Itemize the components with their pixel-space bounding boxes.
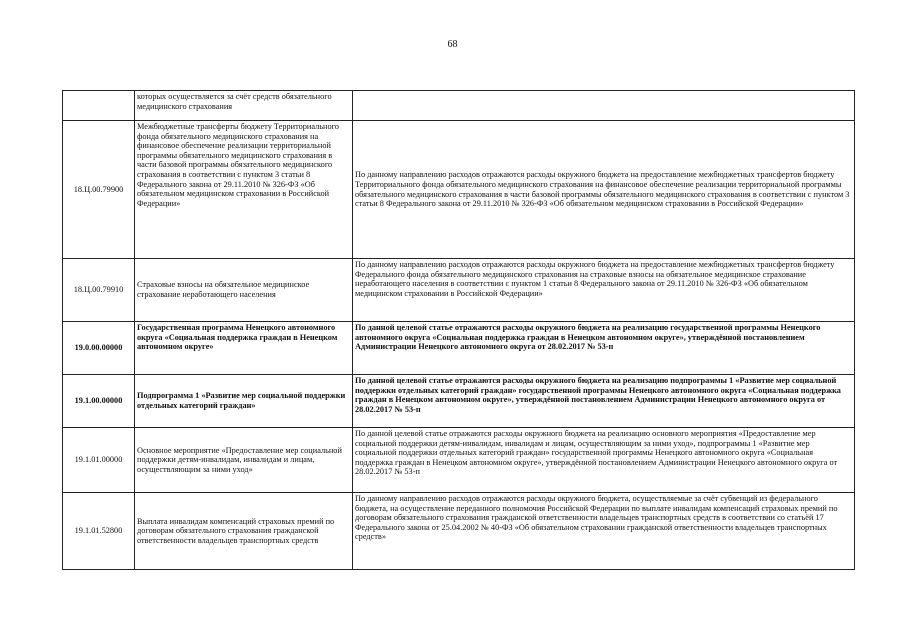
- table-row: [63, 428, 855, 493]
- budget-classification-table: [62, 90, 855, 570]
- target-article-description: [353, 91, 855, 121]
- table-row: [63, 375, 855, 428]
- target-article-name: Выплата инвалидам компенсаций страховых премий по договорам обязательного страхования гражданской ответственности владельцев транспортных средств: [135, 493, 353, 570]
- target-article-code: 19.0.00.00000: [63, 322, 135, 375]
- page-number: 68: [447, 39, 458, 50]
- table-row: [63, 493, 855, 570]
- target-article-name: Государственная программа Ненецкого автономного округа «Социальная поддержка граждан в Ненецком автономном округе»: [135, 322, 353, 375]
- target-article-description: По данному направлению расходов отражаются расходы окружного бюджета на предоставление межбюджетных трансфертов бюджету Федерального фонда обязательного медицинского страхования на страховые взносы на обязательное медицинское страхование неработающего населения в соответствии с пунктом 1 статьи 8 Федерального закона от 29.11.2010 № 326-ФЗ «Об обязательном медицинском страховании в Российской Федерации»: [353, 259, 855, 322]
- target-article-code: 19.1.01.52800: [63, 493, 135, 570]
- target-article-code: 19.1.00.00000: [63, 375, 135, 428]
- table-row: [63, 259, 855, 322]
- target-article-name: которых осуществляется за счёт средств обязательного медицинского страхования: [135, 91, 353, 121]
- target-article-description: По данной целевой статье отражаются расходы окружного бюджета на реализацию подпрограммы 1 «Развитие мер социальной поддержки отдельных категорий граждан» государственной программы Ненецкого автономного округа «Социальная поддержка граждан в Ненецком автономном округе», утверждённой постановлением Администрации Ненецкого автономного округа от 28.02.2017 № 53-п: [353, 375, 855, 428]
- target-article-description: По данному направлению расходов отражаются расходы окружного бюджета, осуществляемые за счёт субвенций из федерального бюджета, на осуществление переданного полномочия Российской Федерации по выплате инвалидам компенсаций страховых премий по договорам обязательного страхования гражданской ответственности владельцев транспортных средств в соответствии со статьёй 17 Федерального закона от 25.04.2002 № 40-ФЗ «Об обязательном страховании гражданской ответственности владельцев транспортных средств»: [353, 493, 855, 570]
- table-row: [63, 121, 855, 259]
- target-article-description: По данной целевой статье отражаются расходы окружного бюджета на реализацию государственной программы Ненецкого автономного округа «Социальная поддержка граждан в Ненецком автономном округе», утверждённой постановлением Администрации Ненецкого автономного округа от 28.02.2017 № 53-п: [353, 322, 855, 375]
- table-row: [63, 322, 855, 375]
- target-article-name: Основное мероприятие «Предоставление мер социальной поддержки детям-инвалидам, инвалидам и лицам, осуществляющим за ними уход»: [135, 428, 353, 493]
- target-article-name: Страховые взносы на обязательное медицинское страхование неработающего населения: [135, 259, 353, 322]
- target-article-description: По данной целевой статье отражаются расходы окружного бюджета на реализацию основного мероприятия «Предоставление мер социальной поддержки детям-инвалидам, инвалидам и лицам, осуществляющим за ними уход», подпрограммы 1 «Развитие мер социальной поддержки отдельных категорий граждан» государственной программы Ненецкого автономного округа «Социальная поддержка граждан в Ненецком автономном округе», утверждённой постановлением Администрации Ненецкого автономного округа от 28.02.2017 № 53-п: [353, 428, 855, 493]
- target-article-code: 18.Ц.00.79910: [63, 259, 135, 322]
- target-article-code: 18.Ц.00.79900: [63, 121, 135, 259]
- target-article-name: Межбюджетные трансферты бюджету Территориального фонда обязательного медицинского страхования на финансовое обеспечение реализации территориальной программы обязательного медицинского страхования в части базовой программы обязательного медицинского страхования в соответствии с пунктом 3 статьи 8 Федерального закона от 29.11.2010 № 326-ФЗ «Об обязательном медицинском страховании в Российской Федерации»: [135, 121, 353, 259]
- target-article-code: [63, 91, 135, 121]
- target-article-name: Подпрограмма 1 «Развитие мер социальной поддержки отдельных категорий граждан»: [135, 375, 353, 428]
- target-article-code: 19.1.01.00000: [63, 428, 135, 493]
- table-row: [63, 91, 855, 121]
- target-article-description: По данному направлению расходов отражаются расходы окружного бюджета на предоставление межбюджетных трансфертов бюджету Территориального фонда обязательного медицинского страхования на финансовое обеспечение реализации территориальной программы обязательного медицинского страхования в части базовой программы обязательного медицинского страхования в соответствии с пунктом 3 статьи 8 Федерального закона от 29.11.2010 № 326-ФЗ «Об обязательном медицинском страховании в Российской Федерации»: [353, 121, 855, 259]
